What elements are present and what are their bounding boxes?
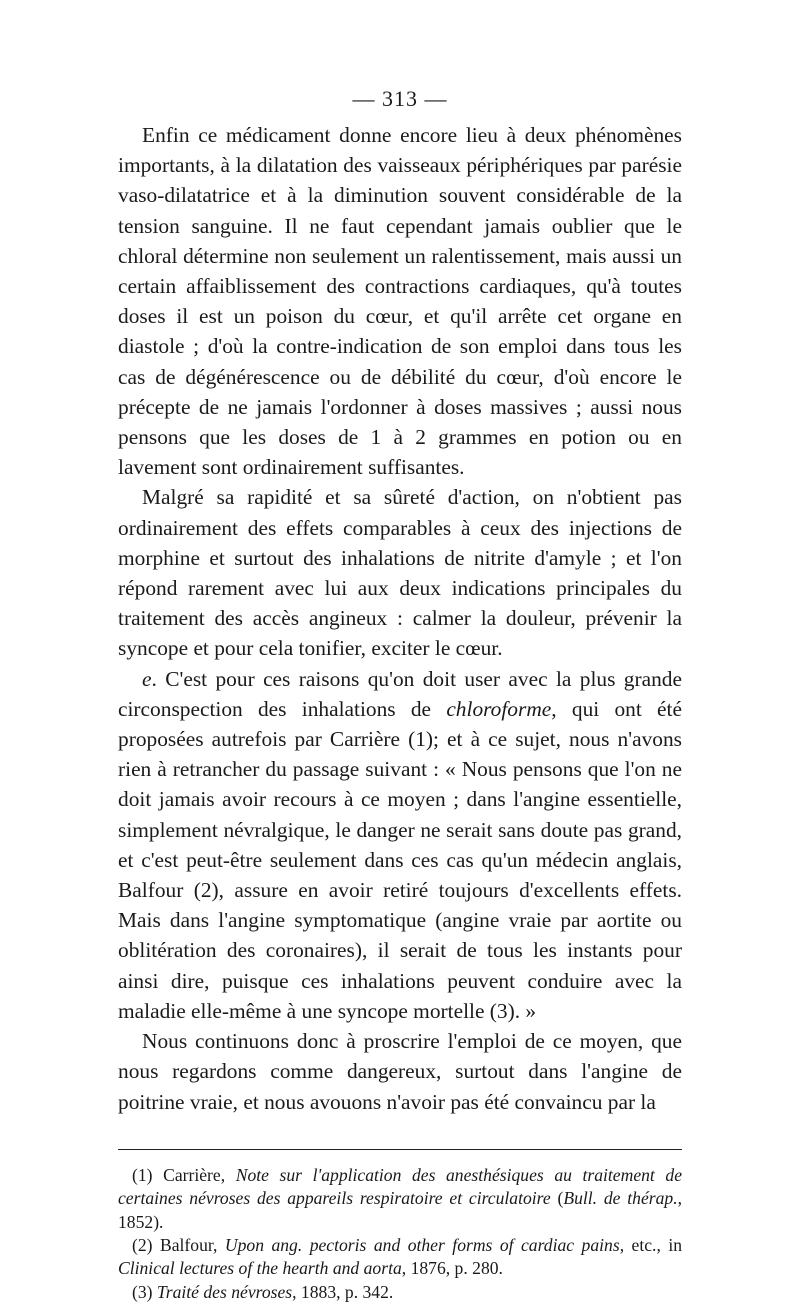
text-run: . C'est pour ces raisons qu'on doit user avec la plus grande circonspection des inhalations de <box>118 666 682 721</box>
italic-run: Traité des névroses <box>156 1281 293 1302</box>
text-run: (1) Carrière, <box>132 1164 236 1185</box>
paragraph-4 <box>118 1026 682 1117</box>
footnote-3 <box>118 1281 682 1304</box>
paragraph-3 <box>118 664 682 1026</box>
italic-run: Clinical lectures of the hearth and aorta <box>118 1258 402 1279</box>
footnote-1 <box>118 1164 682 1234</box>
italic-run: chloroforme <box>446 696 552 721</box>
italic-run: e <box>142 666 152 691</box>
text-run: ( <box>550 1188 564 1209</box>
book-page <box>118 86 682 1304</box>
text-run: , qui ont été proposées autrefois par Carrière (1); et à ce sujet, nous n'avons rien à retrancher du passage suivant : « Nous pensons que l'on ne doit jamais avoir recours à ce moyen ; dans l'angine essentielle, simplement névralgique, le danger ne serait sans doute pas grand, et c'est peut-être seulement dans ces cas qu'un médecin anglais, Balfour (2), assure en avoir retiré toujours d'excellents effets. Mais dans l'angine symptomatique (angine vraie par aortite ou oblitération des coronaires), il serait de tous les instants pour ainsi dire, puisque ces inhalations peuvent conduire avec la maladie elle-même à une syncope mortelle (3). » <box>118 696 682 1023</box>
text-run: Malgré sa rapidité et sa sûreté d'action, on n'obtient pas ordinairement des effets comparables à ceux des injections de morphine et surtout des inhalations de nitrite d'amyle ; et l'on répond rarement avec lui aux deux indications principales du traitement des accès angineux : calmer la douleur, prévenir la syncope et pour cela tonifier, exciter le cœur. <box>118 485 682 661</box>
text-run: , 1852). <box>118 1188 683 1232</box>
text-run: (2) Balfour, <box>132 1234 225 1255</box>
text-run: , 1876, p. 280. <box>401 1258 503 1279</box>
footnotes <box>118 1164 682 1304</box>
body-text <box>118 120 682 1117</box>
text-run: , 1883, p. 342. <box>292 1281 394 1302</box>
text-run: Enfin ce médicament donne encore lieu à deux phénomènes importants, à la dilatation des vaisseaux périphériques par parésie vaso-dilatatrice et à la diminution souvent considérable de la tension sanguine. Il ne faut cependant jamais oublier que le chloral détermine non seulement un ralentissement, mais aussi un certain affaiblissement des contractions cardiaques, qu'à toutes doses il est un poison du cœur, et qu'il arrête cet organe en diastole ; d'où la contre-indication de son emploi dans tous les cas de dégénérescence ou de débilité du cœur, d'où encore le précepte de ne jamais l'ordonner à doses massives ; aussi nous pensons que les doses de 1 à 2 grammes en potion ou en lavement sont ordinairement suffisantes. <box>118 123 682 480</box>
paragraph-2 <box>118 482 682 663</box>
paragraph-1 <box>118 120 682 482</box>
footnote-separator <box>118 1149 682 1150</box>
italic-run: Note sur l'application des anesthésiques au traitement de certaines névroses des appareils respiratoire et circulatoire <box>118 1164 683 1209</box>
text-run: Nous continuons donc à proscrire l'emploi de ce moyen, que nous regardons comme dangereux, surtout dans l'angine de poitrine vraie, et nous avouons n'avoir pas été convaincu par la <box>118 1029 682 1114</box>
footnote-2 <box>118 1234 682 1281</box>
page-number: — 313 — <box>352 86 448 111</box>
italic-run: Upon ang. pectoris and other forms of cardiac pains <box>224 1234 620 1255</box>
text-run: (3) <box>132 1281 157 1302</box>
text-run: , etc., in <box>619 1234 683 1255</box>
italic-run: Bull. de thérap. <box>563 1188 678 1209</box>
